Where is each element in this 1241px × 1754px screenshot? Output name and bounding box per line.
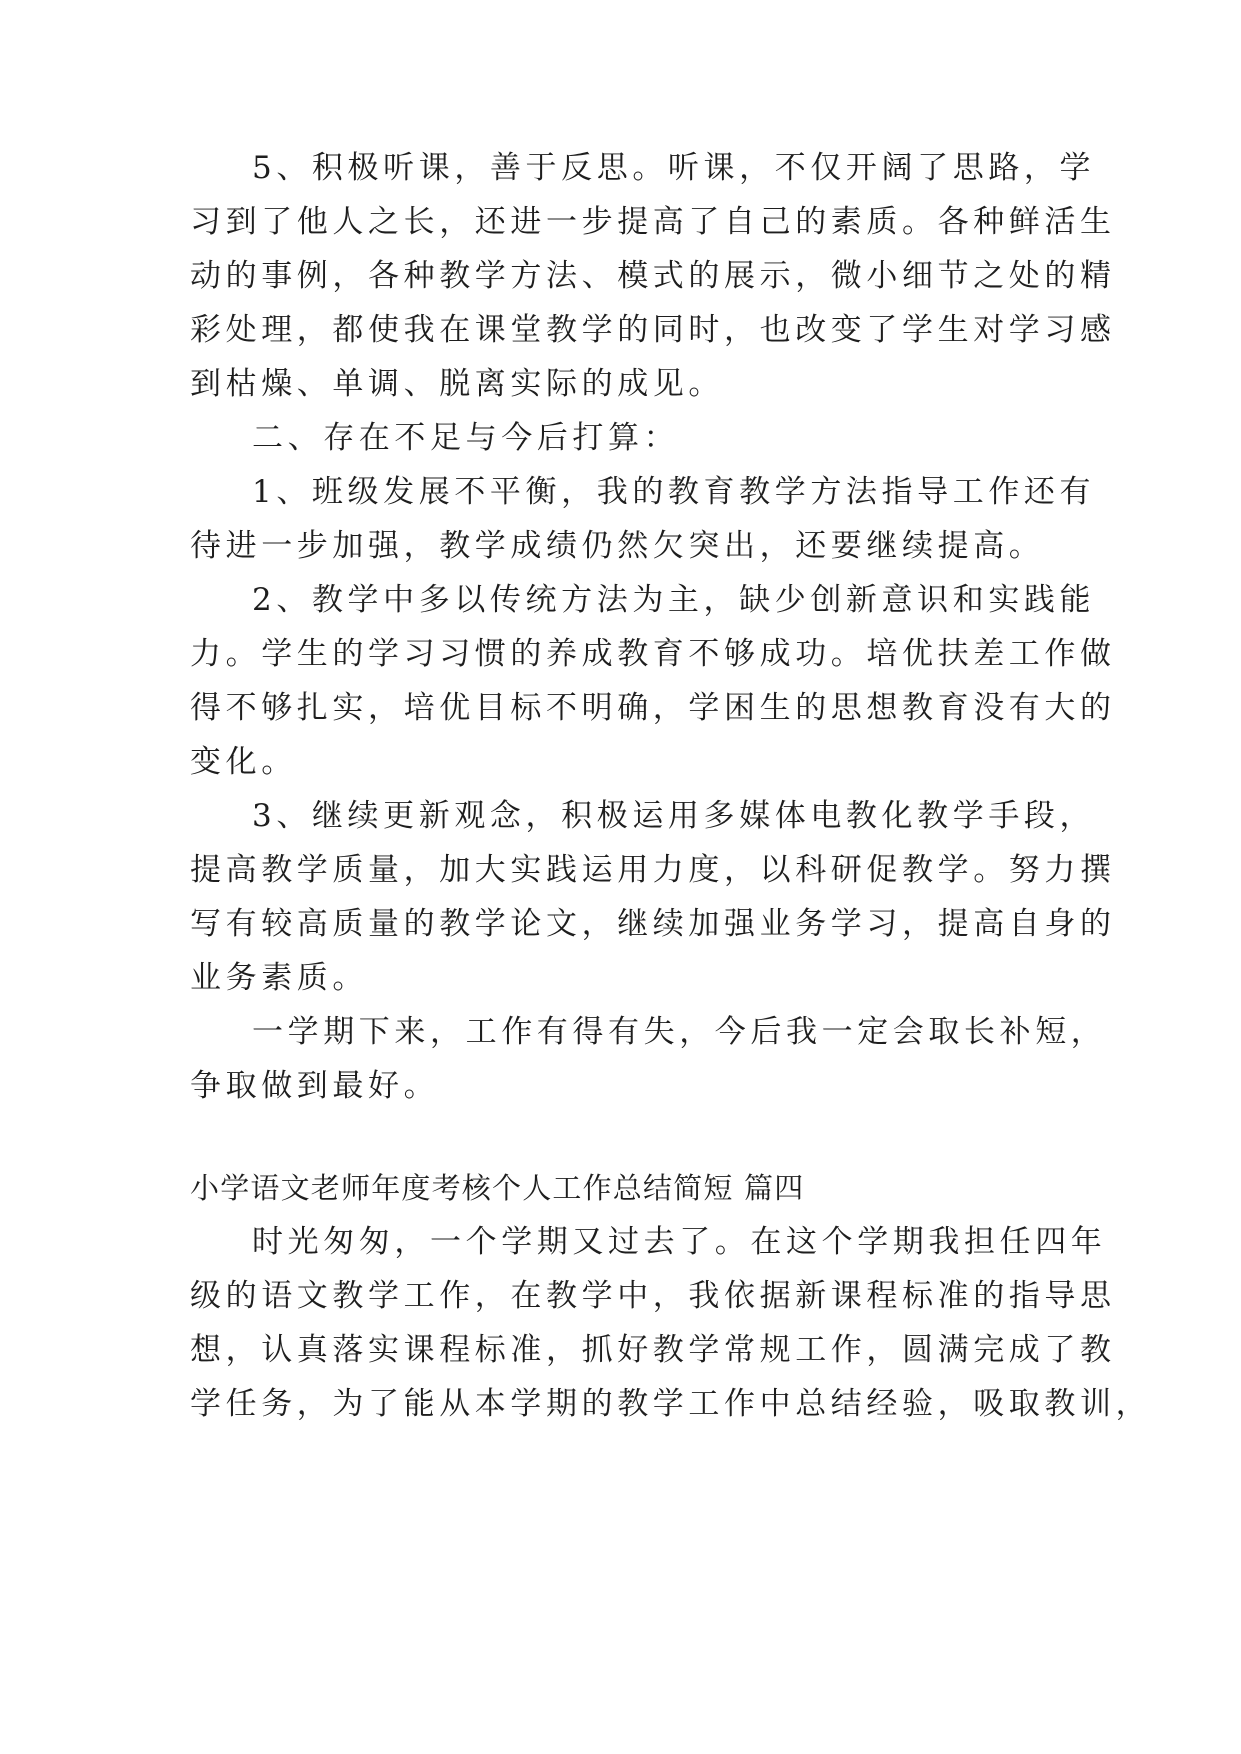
closing-line-2: 争取做到最好。 (190, 1068, 440, 1104)
item5-line-1: 5、积极听课，善于反思。听课，不仅开阔了思路，学 (252, 150, 1096, 186)
item1-line-2: 待进一步加强，教学成绩仍然欠突出，还要继续提高。 (190, 528, 1045, 564)
item5-line-2: 习到了他人之长，还进一步提高了自己的素质。各种鲜活生 (190, 204, 1116, 240)
item5-line-3: 动的事例，各种教学方法、模式的展示，微小细节之处的精 (190, 258, 1116, 294)
item5-line-5: 到枯燥、单调、脱离实际的成见。 (190, 366, 724, 402)
para1-line-1: 时光匆匆，一个学期又过去了。在这个学期我担任四年 (252, 1224, 1107, 1260)
item3-line-1: 3、继续更新观念，积极运用多媒体电教化教学手段， (252, 798, 1096, 834)
item1-line-1: 1、班级发展不平衡，我的教育教学方法指导工作还有 (252, 474, 1096, 510)
item3-line-2: 提高教学质量，加大实践运用力度，以科研促教学。努力撰 (190, 852, 1116, 888)
para1-line-3: 想，认真落实课程标准，抓好教学常规工作，圆满完成了教 (190, 1332, 1116, 1368)
item5-line-4: 彩处理，都使我在课堂教学的同时，也改变了学生对学习感 (190, 312, 1116, 348)
item2-line-4: 变化。 (190, 744, 297, 780)
closing-line-1: 一学期下来，工作有得有失，今后我一定会取长补短， (252, 1014, 1107, 1050)
item3-line-3: 写有较高质量的教学论文，继续加强业务学习，提高自身的 (190, 906, 1116, 942)
item2-line-2: 力。学生的学习习惯的养成教育不够成功。培优扶差工作做 (190, 636, 1116, 672)
para1-line-4: 学任务，为了能从本学期的教学工作中总结经验，吸取教训， (190, 1386, 1152, 1422)
para1-line-2: 级的语文教学工作，在教学中，我依据新课程标准的指导思 (190, 1278, 1116, 1314)
item2-line-3: 得不够扎实，培优目标不明确，学困生的思想教育没有大的 (190, 690, 1116, 726)
subheading: 二、存在不足与今后打算： (252, 420, 680, 456)
item2-line-1: 2、教学中多以传统方法为主，缺少创新意识和实践能 (252, 582, 1096, 618)
item3-line-4: 业务素质。 (190, 960, 368, 996)
section-title: 小学语文老师年度考核个人工作总结简短 篇四 (190, 1171, 805, 1205)
